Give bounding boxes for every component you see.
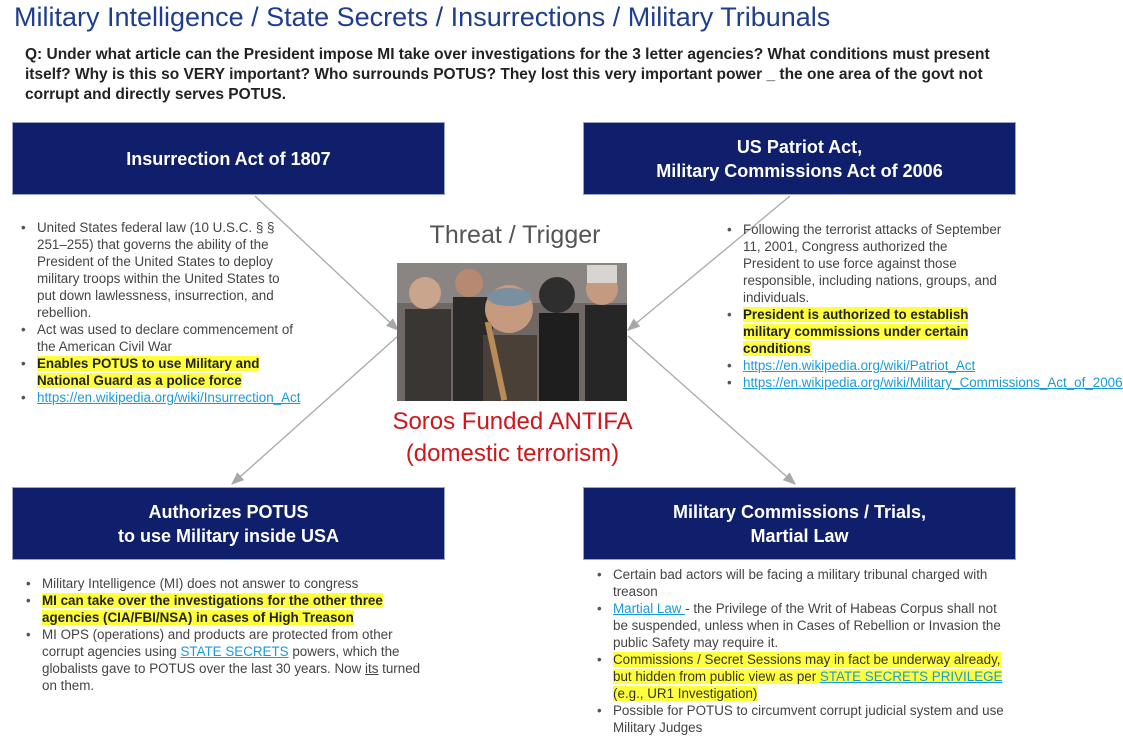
authorizes-potus-list [20,575,425,694]
list-item: • Possible for POTUS to circumvent corrupt judicial system and use Military Judges [591,702,1011,736]
list-item [15,355,300,389]
list-item: • United States federal law (10 U.S.C. § § 251–255) that governs the ability of the President of the United States to deploy military troops within the United States to put down lawlessness, insurrection, and rebellion. [15,219,300,321]
military-commissions-box [583,487,1016,560]
patriot-act-heading-line2: Military Commissions Act of 2006 [656,160,943,181]
state-secrets-link[interactable]: STATE SECRETS [180,644,289,659]
list-item: • Military Intelligence (MI) does not answer to congress [20,575,425,592]
patriot-act-list [721,221,1123,391]
caption-line2: (domestic terrorism) [405,440,620,467]
list-item [15,389,300,406]
highlighted-text: MI can take over the investigations for the other three agencies (CIA/FBI/NSA) in cases of High Treason [42,593,383,625]
threat-trigger-title: Threat / Trigger [429,221,601,249]
list-item [20,592,425,626]
highlighted-text: Enables POTUS to use Military and National Guard as a police force [37,356,260,388]
military-commissions-list [591,566,1011,736]
list-item [20,626,425,694]
insurrection-act-heading: Insurrection Act of 1807 [126,148,331,169]
highlighted-text: (e.g., UR1 Investigation) [613,686,758,701]
antifa-caption [360,406,665,470]
antifa-protest-photo [397,263,627,401]
state-secrets-privilege-link[interactable]: STATE SECRETS PRIVILEGE [819,669,1003,684]
list-item [721,306,1006,357]
caption-line1: Soros Funded ANTIFA [392,408,633,435]
item-text: - the Privilege of the Writ of Habeas Corpus shall not be suspended, unless when in Cases of Rebellion or Invasion the public Safety may require it. [613,601,1001,650]
item-text: turned on them. [42,661,421,693]
highlighted-text: President is authorized to establish military commissions under certain conditions [743,307,969,356]
patriot-act-box [583,122,1016,195]
list-item: • Act was used to declare commencement of the American Civil War [15,321,300,355]
list-item: • Certain bad actors will be facing a military tribunal charged with treason [591,566,1011,600]
military-commissions-act-link[interactable]: https://en.wikipedia.org/wiki/Military_Commissions_Act_of_2006 [743,375,1123,390]
insurrection-act-box [12,122,445,195]
question-text: Q: Under what article can the President impose MI take over investigations for the 3 letter agencies? What conditions must present itself? Why is this so VERY important? Who surrounds POTUS? They lost this very important power _ the one area of the govt not corrupt and directly serves POTUS. [25,46,990,103]
commissions-heading-line2: Martial Law [750,525,849,546]
insurrection-act-link[interactable]: https://en.wikipedia.org/wiki/Insurrection_Act [37,390,301,405]
list-item [591,600,1011,651]
authorizes-heading-line1: Authorizes POTUS [148,501,309,522]
item-text: powers, which the globalists gave to POTUS over the last 30 years. Now [42,644,400,676]
insurrection-act-list [15,219,300,406]
commissions-heading-line1: Military Commissions / Trials, [672,501,927,522]
patriot-act-link[interactable]: https://en.wikipedia.org/wiki/Patriot_Act [743,358,976,373]
highlighted-text: Commissions / Secret Sessions may in fact be underway already, but hidden from public view as per [613,652,1001,684]
item-text: its [365,661,379,676]
item-text: MI OPS (operations) and products are protected from other corrupt agencies using [42,627,393,659]
list-item [591,651,1011,702]
authorizes-heading-line2: to use Military inside USA [117,525,340,546]
list-item: • Following the terrorist attacks of September 11, 2001, Congress authorized the President to use force against those responsible, including nations, groups, and individuals. [721,221,1006,306]
authorizes-potus-box [12,487,445,560]
list-item [721,357,1006,374]
page-title: Military Intelligence / State Secrets / Insurrections / Military Tribunals [14,2,831,32]
list-item [721,374,1123,391]
protest-crowd-image [397,263,627,401]
martial-law-link[interactable]: Martial Law [613,601,686,616]
patriot-act-heading-line1: US Patriot Act, [736,136,863,157]
